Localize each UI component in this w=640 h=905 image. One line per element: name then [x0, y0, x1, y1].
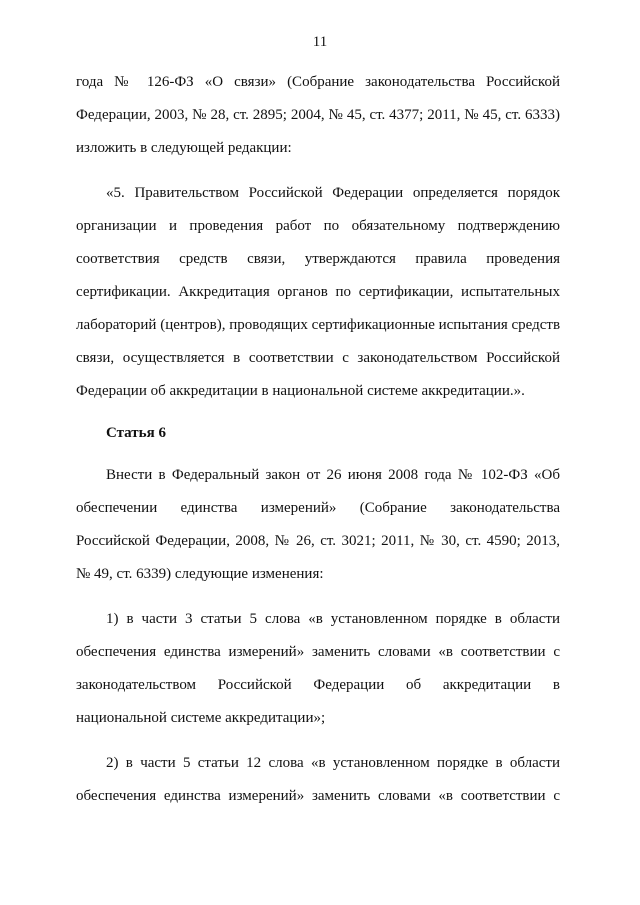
text-line: Российской Федерации, 2008, № 26, ст. 3021; 2011, № 30, ст. 4590; 2013, — [76, 533, 560, 549]
text-line: «5. Правительством Российской Федерации определяется порядок — [106, 185, 560, 201]
text-line: организации и проведения работ по обязательному подтверждению — [76, 218, 560, 234]
text-line: обеспечения единства измерений» заменить словами «в соответствии с — [76, 644, 560, 660]
text-line: сертификации. Аккредитация органов по сертификации, испытательных — [76, 284, 560, 300]
text-line: лабораторий (центров), проводящих сертификационные испытания средств — [76, 317, 561, 333]
text-line: Федерации, 2003, № 28, ст. 2895; 2004, № 45, ст. 4377; 2011, № 45, ст. 6333) — [76, 107, 560, 123]
document-body — [76, 66, 560, 814]
page-number: 11 — [312, 34, 328, 50]
text-line: 2) в части 5 статьи 12 слова «в установленном порядке в области — [106, 755, 560, 771]
paragraph-amendment-intro — [76, 66, 560, 165]
paragraph-item-1 — [76, 603, 560, 735]
text-line: Внести в Федеральный закон от 26 июня 2008 года № 102-ФЗ «Об — [106, 467, 560, 483]
paragraph-item-2 — [76, 747, 560, 813]
text-line: года № 126-ФЗ «О связи» (Собрание законодательства Российской — [76, 74, 560, 90]
text-line: обеспечения единства измерений» заменить словами «в соответствии с — [76, 788, 560, 804]
text-line: обеспечении единства измерений» (Собрание законодательства — [76, 500, 560, 516]
text-line: № 49, ст. 6339) следующие изменения: — [76, 566, 324, 582]
text-line: соответствия средств связи, утверждаются правила проведения — [76, 251, 560, 267]
text-line: связи, осуществляется в соответствии с законодательством Российской — [76, 350, 560, 366]
text-line: Федерации об аккредитации в национальной системе аккредитации.». — [76, 383, 525, 399]
paragraph-article-6-intro — [76, 459, 560, 591]
article-heading: Статья 6 — [106, 425, 166, 441]
paragraph-quoted-point-5 — [76, 177, 560, 408]
text-line: 1) в части 3 статьи 5 слова «в установленном порядке в области — [106, 611, 560, 627]
text-line: законодательством Российской Федерации об аккредитации в — [76, 677, 560, 693]
text-line: изложить в следующей редакции: — [76, 140, 292, 156]
text-line: национальной системе аккредитации»; — [76, 710, 326, 726]
